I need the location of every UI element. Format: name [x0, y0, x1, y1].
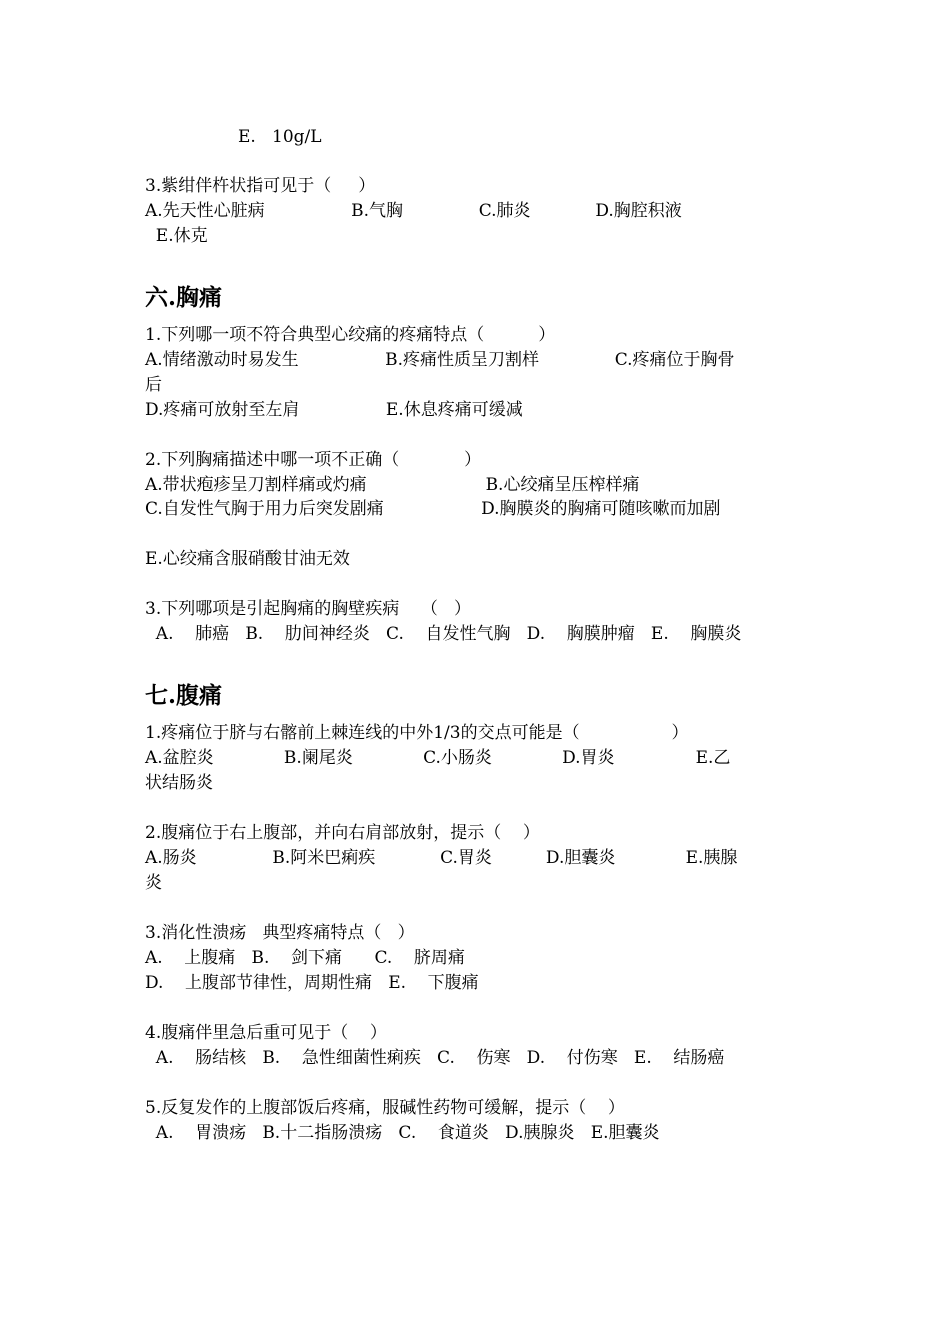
- s6-q1-options-line1: A.情绪激动时易发生 B.疼痛性质呈刀割样 C.疼痛位于胸骨: [145, 350, 735, 370]
- prev-q3-question: 3.紫绀伴杵状指可见于（ ）: [145, 176, 376, 196]
- s7-q2-options-line2: 炎: [145, 873, 162, 893]
- s6-q2-question: 2.下列胸痛描述中哪一项不正确（ ）: [145, 450, 482, 470]
- s6-q1-question: 1.下列哪一项不符合典型心绞痛的疼痛特点（ ）: [145, 325, 556, 345]
- section-heading-chest-pain: 六.胸痛: [145, 284, 223, 311]
- s7-q1-options-line1: A.盆腔炎 B.阑尾炎 C.小肠炎 D.胃炎 E.乙: [145, 748, 731, 768]
- prev-q3-options-line1: A.先天性心脏病 B.气胸 C.肺炎 D.胸腔积液: [145, 201, 682, 221]
- s7-q5-question: 5.反复发作的上腹部饭后疼痛，服碱性药物可缓解，提示（ ）: [145, 1098, 625, 1118]
- s6-q2-options-line1: A.带状疱疹呈刀割样痛或灼痛 B.心绞痛呈压榨样痛: [145, 475, 640, 495]
- section-heading-abdominal-pain: 七.腹痛: [145, 682, 223, 709]
- s7-q5-options-line1: A. 胃溃疡 B.十二指肠溃疡 C. 食道炎 D.胰腺炎 E.胆囊炎: [145, 1123, 660, 1143]
- s7-q3-options-line2: D. 上腹部节律性，周期性痛 E. 下腹痛: [145, 973, 479, 993]
- s7-q4-options-line1: A. 肠结核 B. 急性细菌性痢疾 C. 伤寒 D. 付伤寒 E. 结肠癌: [145, 1048, 725, 1068]
- s7-q2-options-line1: A.肠炎 B.阿米巴痢疾 C.胃炎 D.胆囊炎 E.胰腺: [145, 848, 738, 868]
- s7-q3-options-line1: A. 上腹痛 B. 剑下痛 C. 脐周痛: [145, 948, 465, 968]
- s7-q1-question: 1.疼痛位于脐与右髂前上棘连线的中外1/3的交点可能是（ ）: [145, 723, 689, 743]
- s6-q2-options-line2: C.自发性气胸于用力后突发剧痛 D.胸膜炎的胸痛可随咳嗽而加剧: [145, 499, 721, 519]
- s7-q1-options-line2: 状结肠炎: [145, 773, 213, 793]
- s6-q3-options-line1: A. 肺癌 B. 肋间神经炎 C. 自发性气胸 D. 胸膜肿瘤 E. 胸膜炎: [145, 624, 742, 644]
- s7-q4-question: 4.腹痛伴里急后重可见于（ ）: [145, 1023, 387, 1043]
- s7-q2-question: 2.腹痛位于右上腹部，并向右肩部放射，提示（ ）: [145, 823, 540, 843]
- prev-q3-options-line2: E.休克: [145, 226, 208, 246]
- s6-q2-options-line3: E.心绞痛含服硝酸甘油无效: [145, 549, 350, 569]
- s6-q3-question: 3.下列哪项是引起胸痛的胸壁疾病 （ ）: [145, 599, 472, 619]
- prev-option-e: E. 10g/L: [238, 127, 322, 147]
- s6-q1-options-line3: D.疼痛可放射至左肩 E.休息疼痛可缓减: [145, 400, 523, 420]
- s6-q1-options-line2: 后: [145, 375, 162, 395]
- s7-q3-question: 3.消化性溃疡 典型疼痛特点（ ）: [145, 923, 415, 943]
